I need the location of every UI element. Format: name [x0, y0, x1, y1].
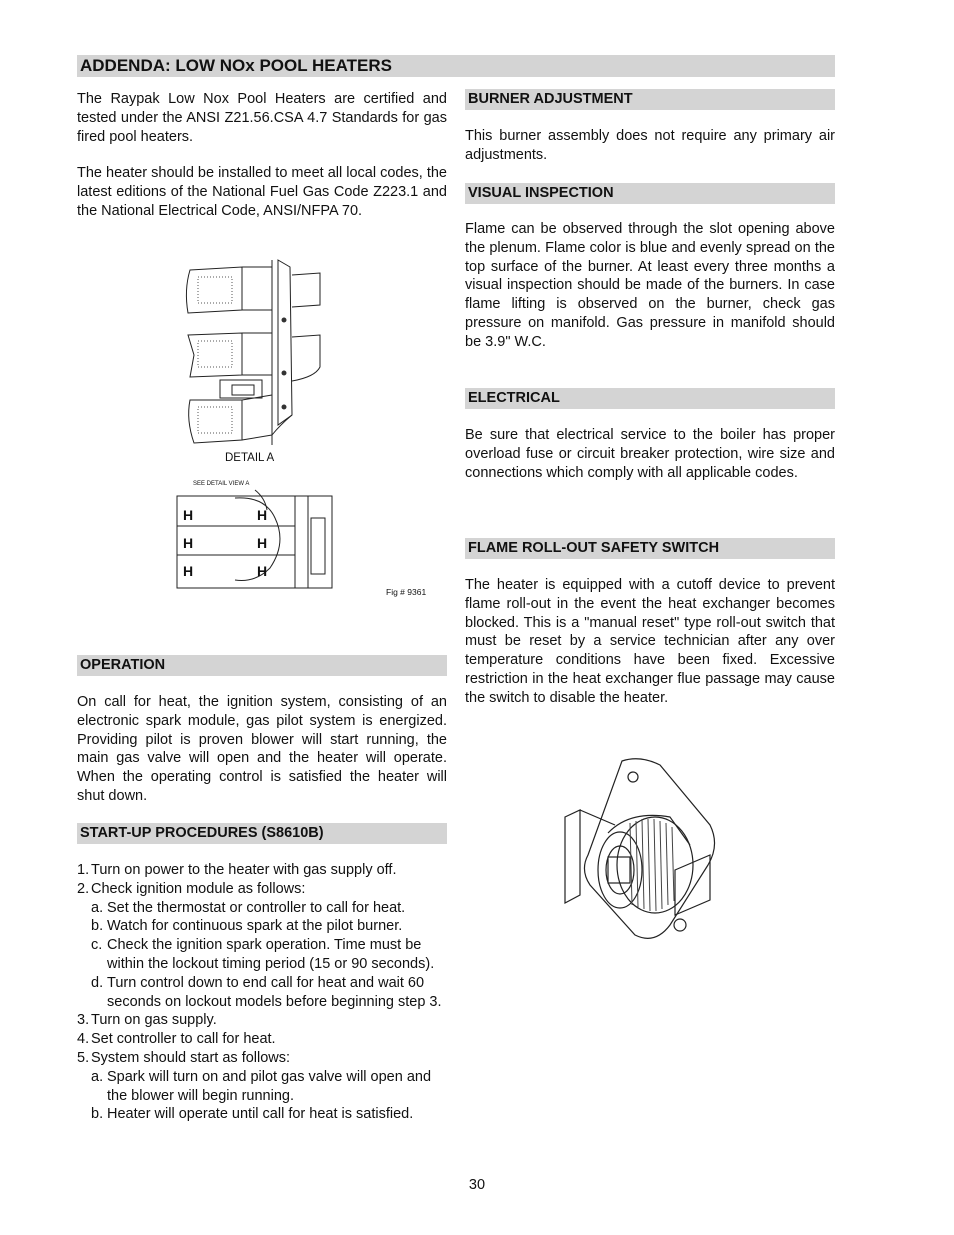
rollout-switch-heading: FLAME ROLL-OUT SAFETY SWITCH — [465, 538, 835, 559]
detail-a-label: DETAIL A — [225, 452, 275, 464]
electrical-heading: ELECTRICAL — [465, 388, 835, 409]
list-item: 5. System should start as follows: — [77, 1049, 291, 1066]
intro-paragraph-1: The Raypak Low Nox Pool Heaters are certified and tested under the ANSI Z21.56.CSA 4.7 Standards for gas fired pool heaters. — [77, 91, 447, 145]
list-item: d. Turn control down to end call for heat and wait 60 seconds on lockout models before beginning step 3. — [91, 974, 442, 1010]
burner-plan-diagram — [175, 488, 335, 593]
svg-text:H: H — [183, 563, 194, 579]
see-detail-label: SEE DETAIL VIEW A — [193, 481, 250, 487]
page-number: 30 — [468, 1177, 486, 1193]
list-item: 1. Turn on power to the heater with gas supply off. — [77, 862, 397, 878]
list-item: b. Watch for continuous spark at the pilot burner. — [91, 918, 403, 935]
burner-detail-diagram — [180, 255, 340, 470]
intro-paragraph-2: The heater should be installed to meet all local codes, the latest editions of the National Fuel Gas Code Z223.1 and the National Electrical Code, ANSI/NFPA 70. — [77, 165, 447, 219]
list-item: a. Spark will turn on and pilot gas valve will open and the blower will begin running. — [91, 1068, 432, 1104]
rollout-switch-illustration — [560, 755, 725, 945]
svg-text:H: H — [257, 507, 268, 523]
list-item: b. Heater will operate until call for heat is satisfied. — [91, 1106, 414, 1123]
figure-number: Fig # 9361 — [386, 587, 427, 597]
list-item: 2. Check ignition module as follows: — [77, 880, 306, 897]
visual-inspection-text: Flame can be observed through the slot opening above the plenum. Flame color is blue and evenly spread on the top surface of the burner. At least every three months a visual inspection should be made of the burners. In case flame lifting is observed on the burner, check gas pressure on manifold. Gas pressure in manifold should be 3.9" W.C. — [465, 221, 835, 350]
operation-heading: OPERATION — [77, 655, 447, 676]
burner-adjustment-text: This burner assembly does not require any primary air adjustments. — [465, 128, 835, 163]
svg-text:H: H — [257, 535, 268, 551]
list-item: 3. Turn on gas supply. — [77, 1012, 217, 1029]
visual-inspection-heading: VISUAL INSPECTION — [465, 183, 835, 204]
list-item: a. Set the thermostat or controller to call for heat. — [91, 899, 406, 916]
svg-text:H: H — [257, 563, 268, 579]
electrical-text: Be sure that electrical service to the boiler has proper overload fuse or circuit breaker protection, wire size and connections which comply with all applicable codes. — [465, 427, 835, 481]
intro-section — [77, 90, 447, 221]
svg-text:H: H — [183, 535, 194, 551]
page-title: ADDENDA: LOW NOx POOL HEATERS — [77, 55, 835, 77]
rollout-switch-text: The heater is equipped with a cutoff device to prevent flame roll-out in the event the heat exchanger becomes blocked. This is a "manual reset" type roll-out switch that must be reset by a service technician after any over temperature conditions have been fixed. Excessive restriction in the heat exchanger flue passage may cause the switch to disable the heater. — [465, 577, 835, 706]
svg-text:H: H — [183, 507, 194, 523]
burner-adjustment-heading: BURNER ADJUSTMENT — [465, 89, 835, 110]
list-item: c. Check the ignition spark operation. Time must be within the lockout timing period (15 or 90 seconds). — [91, 937, 435, 972]
startup-heading: START-UP PROCEDURES (S8610B) — [77, 823, 447, 844]
operation-text: On call for heat, the ignition system, consisting of an electronic spark module, gas pilot system is energized. Providing pilot is proven blower will start running, the main gas valve will open and the heater will operate. When the operating control is satisfied the heater will shut down. — [77, 694, 447, 804]
list-item: 4. Set controller to call for heat. — [77, 1031, 276, 1048]
startup-list — [77, 861, 447, 1124]
